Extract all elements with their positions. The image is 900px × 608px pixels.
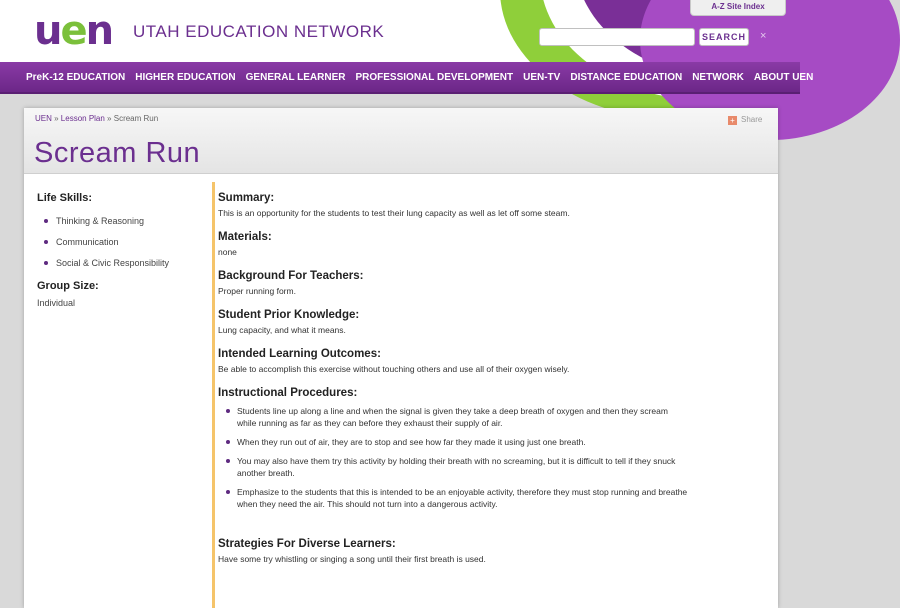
logo-letter: e	[60, 8, 86, 54]
summary-heading: Summary:	[218, 192, 275, 204]
content-divider	[212, 182, 215, 608]
nav-item-about-uen[interactable]: ABOUT UEN	[753, 71, 814, 83]
nav-item-network[interactable]: NETWORK	[692, 71, 744, 83]
procedure-item: When they run out of air, they are to stop and see how far they made it using just one breath.	[218, 436, 688, 448]
lesson-sidebar	[37, 192, 207, 308]
share-button[interactable]	[728, 115, 762, 125]
summary-text: This is an opportunity for the students to test their lung capacity as well as let off some steam.	[218, 208, 570, 218]
life-skills-heading: Life Skills:	[37, 192, 93, 204]
strategies-text: Have some try whistling or singing a song until their first breath is used.	[218, 554, 486, 564]
prior-knowledge-heading: Student Prior Knowledge:	[218, 309, 360, 321]
life-skill-item: Communication	[37, 237, 207, 247]
background-text: Proper running form.	[218, 286, 296, 296]
nav-item-professional-development[interactable]: PROFESSIONAL DEVELOPMENT	[355, 71, 514, 83]
group-size-heading: Group Size:	[37, 280, 99, 292]
main-nav	[0, 62, 814, 94]
life-skill-item: Thinking & Reasoning	[37, 216, 207, 226]
breadcrumb-current: Scream Run	[113, 114, 159, 123]
materials-heading: Materials:	[218, 231, 272, 243]
group-size-value: Individual	[37, 298, 76, 308]
search-button[interactable]: SEARCH	[699, 28, 749, 46]
uen-logo[interactable]	[34, 8, 113, 54]
procedure-item: Emphasize to the students that this is intended to be an enjoyable activity, therefore they must stop running and breathe when they need the air. This should not turn into a dangerous activity.	[218, 486, 688, 510]
breadcrumb-separator: »	[51, 114, 61, 123]
org-name[interactable]: UTAH EDUCATION NETWORK	[133, 22, 385, 41]
share-label: Share	[741, 115, 763, 124]
nav-item-higher-education[interactable]: HIGHER EDUCATION	[135, 71, 236, 83]
search-input[interactable]	[539, 28, 695, 46]
lesson-card	[24, 108, 778, 608]
procedures-heading: Instructional Procedures:	[218, 387, 358, 399]
strategies-heading: Strategies For Diverse Learners:	[218, 538, 396, 550]
background-heading: Background For Teachers:	[218, 270, 364, 282]
outcomes-text: Be able to accomplish this exercise without touching others and use all of their oxygen wisely.	[218, 364, 570, 374]
nav-item-uen-tv[interactable]: UEN-TV	[523, 71, 561, 83]
breadcrumb-home-link[interactable]: UEN	[35, 114, 52, 123]
procedure-item: Students line up along a line and when the signal is given they take a deep breath of oxygen and then they scream while running as far as they can before they exhaust their supply of air.	[218, 405, 688, 429]
procedure-item: You may also have them try this activity by holding their breath with no screaming, but it is difficult to tell if they snuck another breath.	[218, 455, 688, 479]
outcomes-heading: Intended Learning Outcomes:	[218, 348, 381, 360]
procedures-list	[218, 405, 758, 510]
logo-letter: n	[85, 8, 113, 54]
title-band	[24, 108, 778, 174]
life-skills-list	[37, 216, 207, 268]
page-title: Scream Run	[34, 137, 201, 169]
materials-text: none	[218, 247, 237, 257]
breadcrumb	[35, 114, 158, 123]
nav-item-prek12[interactable]: PreK-12 EDUCATION	[26, 71, 126, 83]
breadcrumb-section-link[interactable]: Lesson Plan	[60, 114, 105, 123]
breadcrumb-separator: »	[104, 114, 114, 123]
share-icon: +	[728, 116, 737, 125]
life-skill-item: Social & Civic Responsibility	[37, 258, 207, 268]
nav-item-distance-education[interactable]: DISTANCE EDUCATION	[570, 71, 683, 83]
lesson-content	[218, 192, 758, 577]
close-icon[interactable]: ×	[760, 30, 767, 42]
az-site-index-link[interactable]: A-Z Site Index	[690, 0, 786, 16]
prior-knowledge-text: Lung capacity, and what it means.	[218, 325, 346, 335]
nav-item-general-learner[interactable]: GENERAL LEARNER	[245, 71, 346, 83]
logo-letter: u	[34, 8, 61, 54]
site-header	[0, 0, 800, 62]
